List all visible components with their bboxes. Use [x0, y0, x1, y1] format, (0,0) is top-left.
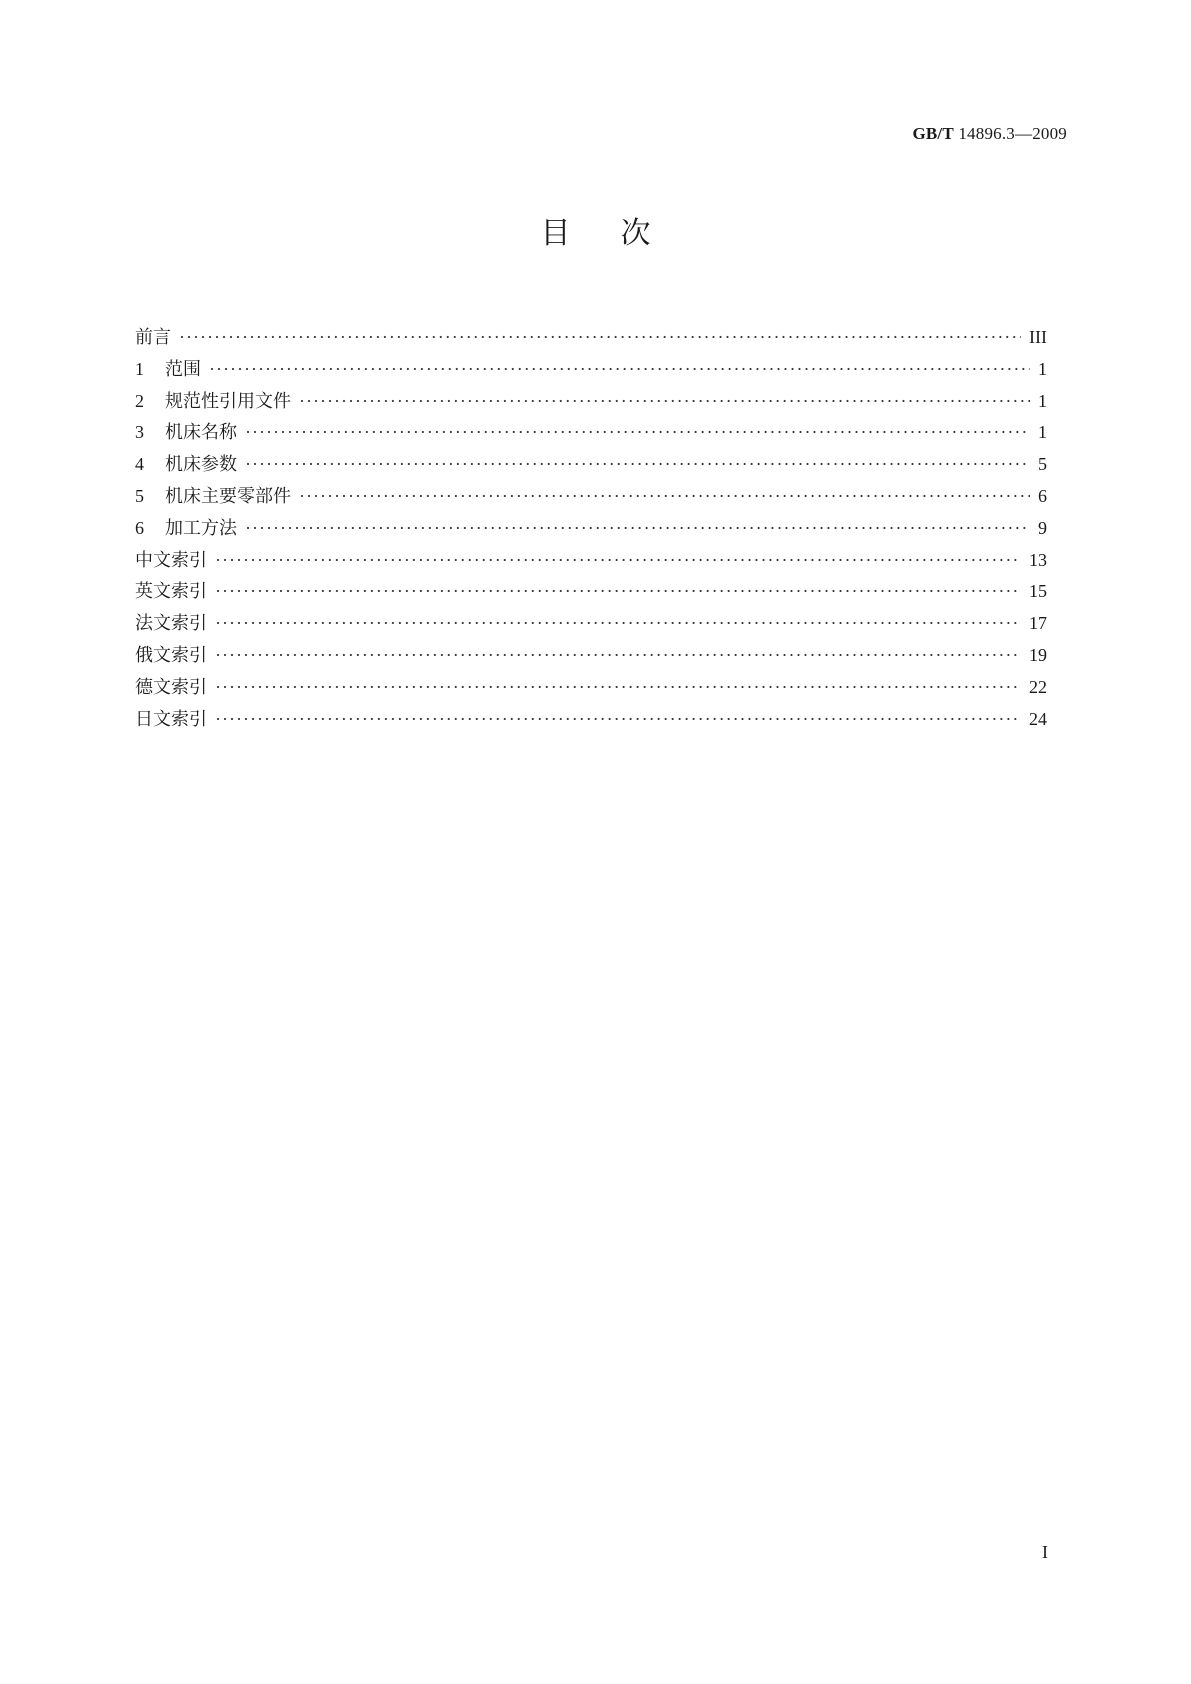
toc-entry-page: 17 — [1029, 613, 1047, 634]
toc-entry-page: 5 — [1038, 454, 1047, 475]
toc-entry-label: 英文索引 — [135, 581, 207, 603]
toc-entry-number: 2 — [135, 390, 144, 411]
toc-entry-page: 13 — [1029, 549, 1047, 570]
toc-entry-2[interactable] — [135, 386, 1047, 418]
toc-entry-page: 1 — [1038, 358, 1047, 379]
toc-entry-3[interactable] — [135, 417, 1047, 449]
toc-dot-leader — [245, 449, 1030, 481]
toc-entry-1[interactable] — [135, 354, 1047, 386]
toc-entry-6[interactable] — [135, 513, 1047, 545]
toc-dot-leader — [299, 481, 1030, 513]
toc-entry-label: 机床主要零部件 — [165, 485, 291, 507]
toc-entry-page: 1 — [1038, 390, 1047, 411]
toc-entry-label: 法文索引 — [135, 613, 207, 635]
toc-entry-label: 机床名称 — [165, 422, 237, 444]
toc-entry-page: 22 — [1029, 676, 1047, 697]
toc-entry-number: 6 — [135, 517, 144, 538]
toc-entry-4[interactable] — [135, 449, 1047, 481]
toc-dot-leader — [215, 608, 1021, 640]
toc-entry-page: 6 — [1038, 485, 1047, 506]
toc-entry-label: 范围 — [165, 358, 201, 380]
toc-dot-leader — [215, 672, 1021, 704]
standard-number: 14896.3—2009 — [958, 124, 1067, 143]
toc-entry-label: 俄文索引 — [135, 644, 207, 666]
toc-dot-leader — [299, 386, 1030, 418]
toc-dot-leader — [215, 576, 1021, 608]
document-standard-number — [912, 124, 1067, 144]
toc-entry-page: 19 — [1029, 644, 1047, 665]
toc-dot-leader — [245, 417, 1030, 449]
toc-entry-page: 15 — [1029, 581, 1047, 602]
toc-entry-label: 德文索引 — [135, 676, 207, 698]
toc-entry-number: 4 — [135, 454, 144, 475]
toc-entry-japanese-index[interactable] — [135, 704, 1047, 736]
toc-dot-leader — [215, 640, 1021, 672]
toc-entry-label: 日文索引 — [135, 708, 207, 730]
toc-dot-leader — [215, 545, 1021, 577]
page-number: I — [1042, 1542, 1048, 1562]
toc-entry-preface[interactable] — [135, 322, 1047, 354]
toc-dot-leader — [209, 354, 1030, 386]
toc-dot-leader — [245, 513, 1030, 545]
page-title: 目次 — [540, 216, 701, 251]
toc-entry-label: 前言 — [135, 327, 171, 348]
toc-entry-german-index[interactable] — [135, 672, 1047, 704]
toc-entry-label: 机床参数 — [165, 454, 237, 476]
toc-entry-page: 1 — [1038, 422, 1047, 443]
toc-entry-5[interactable] — [135, 481, 1047, 513]
toc-entry-chinese-index[interactable] — [135, 545, 1047, 577]
toc-dot-leader — [179, 322, 1021, 354]
toc-entry-number: 5 — [135, 485, 144, 506]
toc-entry-label: 规范性引用文件 — [165, 390, 291, 412]
toc-entry-page: III — [1029, 327, 1047, 347]
toc-entry-russian-index[interactable] — [135, 640, 1047, 672]
toc-entry-label: 加工方法 — [165, 517, 237, 539]
toc-entry-page: 24 — [1029, 708, 1047, 729]
table-of-contents — [135, 322, 1047, 735]
toc-entry-french-index[interactable] — [135, 608, 1047, 640]
toc-entry-label: 中文索引 — [135, 549, 207, 571]
toc-entry-english-index[interactable] — [135, 576, 1047, 608]
toc-dot-leader — [215, 704, 1021, 736]
toc-entry-number: 3 — [135, 422, 144, 443]
toc-entry-number: 1 — [135, 358, 144, 379]
toc-entry-page: 9 — [1038, 517, 1047, 538]
standard-prefix: GB/T — [912, 124, 954, 143]
